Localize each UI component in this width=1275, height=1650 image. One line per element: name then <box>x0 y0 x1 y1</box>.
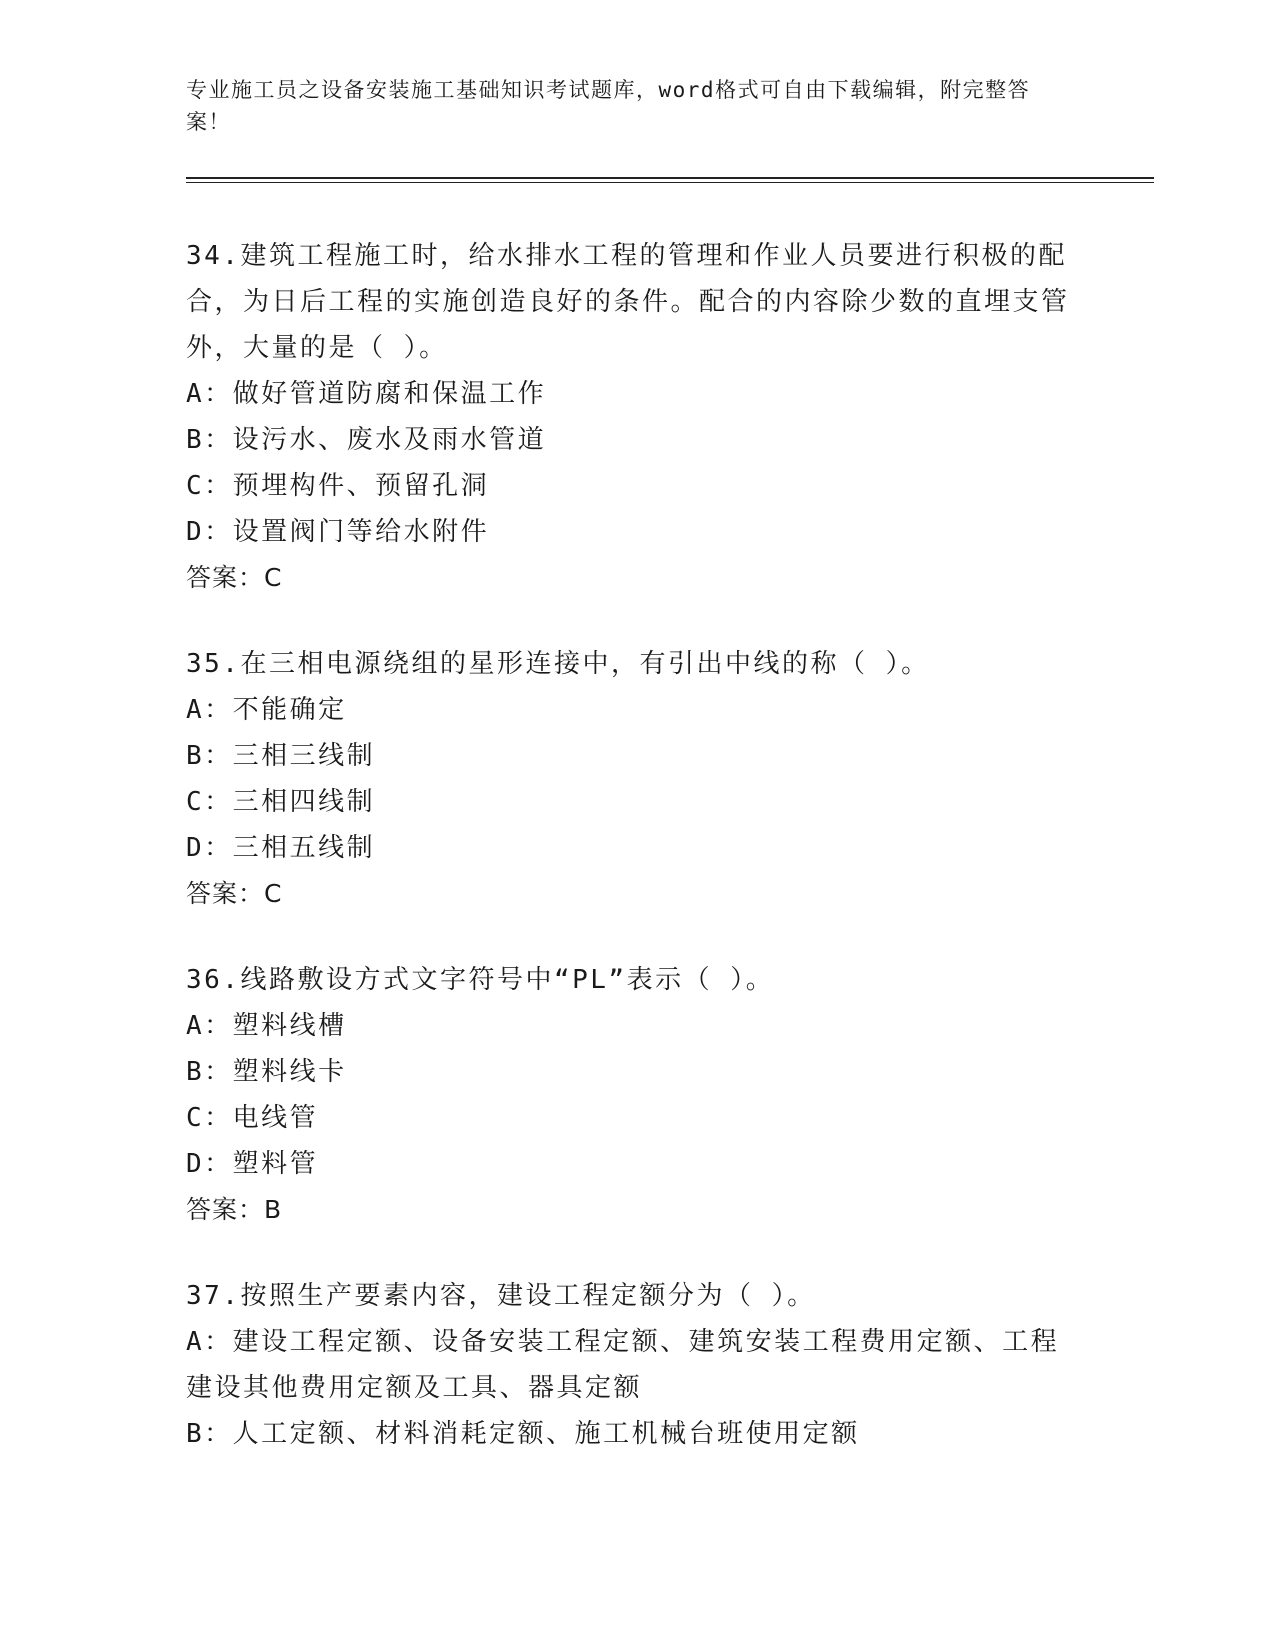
option-a: A：不能确定 <box>186 695 347 725</box>
question-34 <box>186 233 1086 601</box>
option-d: D：设置阀门等给水附件 <box>186 517 490 547</box>
option-d: D：塑料管 <box>186 1149 319 1179</box>
question-35 <box>186 641 1086 917</box>
question-text: 34.建筑工程施工时，给水排水工程的管理和作业人员要进行积极的配合，为日后工程的实施创造良好的条件。配合的内容除少数的直埋支管外，大量的是（ ）。 <box>186 241 1070 363</box>
header-divider-thick <box>186 177 1154 179</box>
question-37 <box>186 1273 1086 1457</box>
option-a: A：建设工程定额、设备安装工程定额、建筑安装工程费用定额、工程建设其他费用定额及工具、器具定额 <box>186 1327 1060 1403</box>
option-d: D：三相五线制 <box>186 833 376 863</box>
question-list <box>186 233 1086 1497</box>
option-b: B：人工定额、材料消耗定额、施工机械台班使用定额 <box>186 1419 860 1449</box>
answer: 答案：C <box>186 563 283 592</box>
question-36 <box>186 957 1086 1233</box>
option-b: B：三相三线制 <box>186 741 376 771</box>
option-c: C：三相四线制 <box>186 787 376 817</box>
option-c: C：电线管 <box>186 1103 319 1133</box>
question-text: 36.线路敷设方式文字符号中“PL”表示（ ）。 <box>186 965 775 995</box>
option-b: B：设污水、废水及雨水管道 <box>186 425 547 455</box>
option-a: A：塑料线槽 <box>186 1011 347 1041</box>
header-divider-thin <box>186 182 1154 183</box>
option-a: A：做好管道防腐和保温工作 <box>186 379 547 409</box>
document-header: 专业施工员之设备安装施工基础知识考试题库，word格式可自由下载编辑，附完整答案！ <box>186 78 1031 134</box>
answer: 答案：B <box>186 1195 283 1224</box>
answer: 答案：C <box>186 879 283 908</box>
option-b: B：塑料线卡 <box>186 1057 347 1087</box>
question-text: 37.按照生产要素内容，建设工程定额分为（ ）。 <box>186 1281 816 1311</box>
question-text: 35.在三相电源绕组的星形连接中，有引出中线的称（ ）。 <box>186 649 930 679</box>
option-c: C：预埋构件、预留孔洞 <box>186 471 490 501</box>
